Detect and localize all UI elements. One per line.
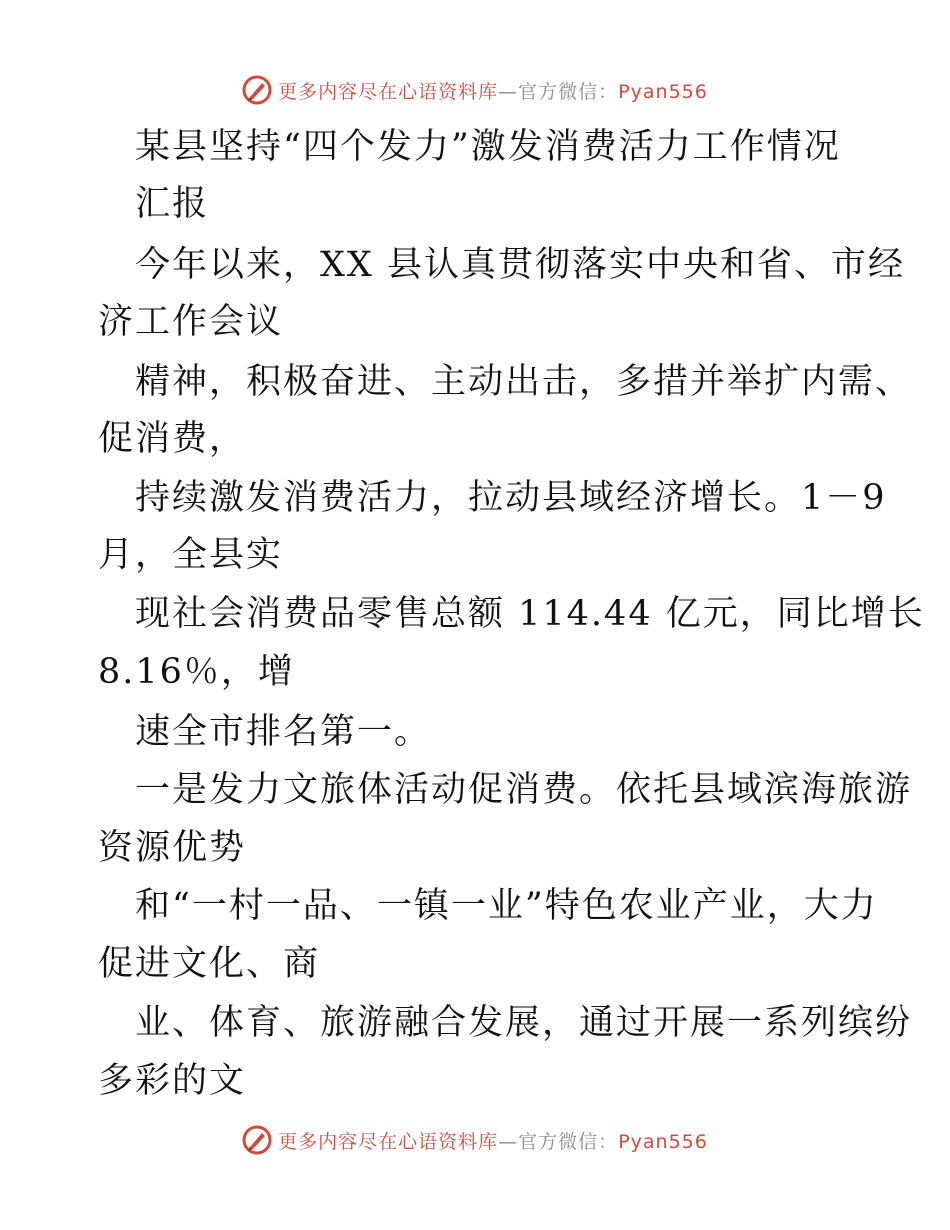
paragraph-line: 今年以来，XX 县认真贯彻落实中央和省、市经 — [135, 245, 905, 285]
paragraph-line: 现社会消费品零售总额 114.44 亿元，同比增长 — [135, 594, 925, 634]
watermark-text — [278, 1127, 708, 1154]
header-watermark — [0, 70, 950, 110]
document-title-line-2: 汇报 — [135, 184, 210, 224]
pen-logo-icon — [242, 75, 272, 105]
paragraph-line: 持续激发消费活力，拉动县域经济增长。1－9 — [135, 478, 887, 518]
watermark-id: Pyan556 — [618, 80, 708, 103]
watermark-separator: — — [498, 80, 519, 103]
paragraph-line: 资源优势 — [98, 828, 247, 868]
watermark-official: 官方微信： — [518, 1130, 619, 1153]
paragraph-line: 和“一村一品、一镇一业”特色农业产业，大力 — [135, 886, 878, 926]
watermark-main: 更多内容尽在心语资料库 — [278, 1130, 499, 1153]
paragraph-line: 精神，积极奋进、主动出击，多措并举扩内需、 — [135, 362, 913, 402]
watermark-id: Pyan556 — [618, 1130, 708, 1153]
paragraph-line: 一是发力文旅体活动促消费。依托县域滨海旅游 — [135, 770, 913, 810]
watermark-main: 更多内容尽在心语资料库 — [278, 80, 499, 103]
paragraph-line: 促进文化、商 — [98, 944, 321, 984]
paragraph-line: 8.16％，增 — [98, 652, 295, 692]
document-title-line-1: 某县坚持“四个发力”激发消费活力工作情况 — [135, 127, 841, 167]
paragraph-line: 多彩的文 — [98, 1061, 247, 1101]
paragraph-line: 月，全县实 — [98, 535, 284, 575]
watermark-official: 官方微信： — [518, 80, 619, 103]
paragraph-line: 济工作会议 — [98, 302, 284, 342]
pen-logo-icon — [242, 1125, 272, 1155]
paragraph-line: 速全市排名第一。 — [135, 712, 432, 752]
paragraph-line: 业、体育、旅游融合发展，通过开展一系列缤纷 — [135, 1003, 913, 1043]
watermark-text — [278, 77, 708, 104]
watermark-separator: — — [498, 1130, 519, 1153]
footer-watermark — [0, 1120, 950, 1160]
paragraph-line: 促消费， — [98, 419, 247, 459]
